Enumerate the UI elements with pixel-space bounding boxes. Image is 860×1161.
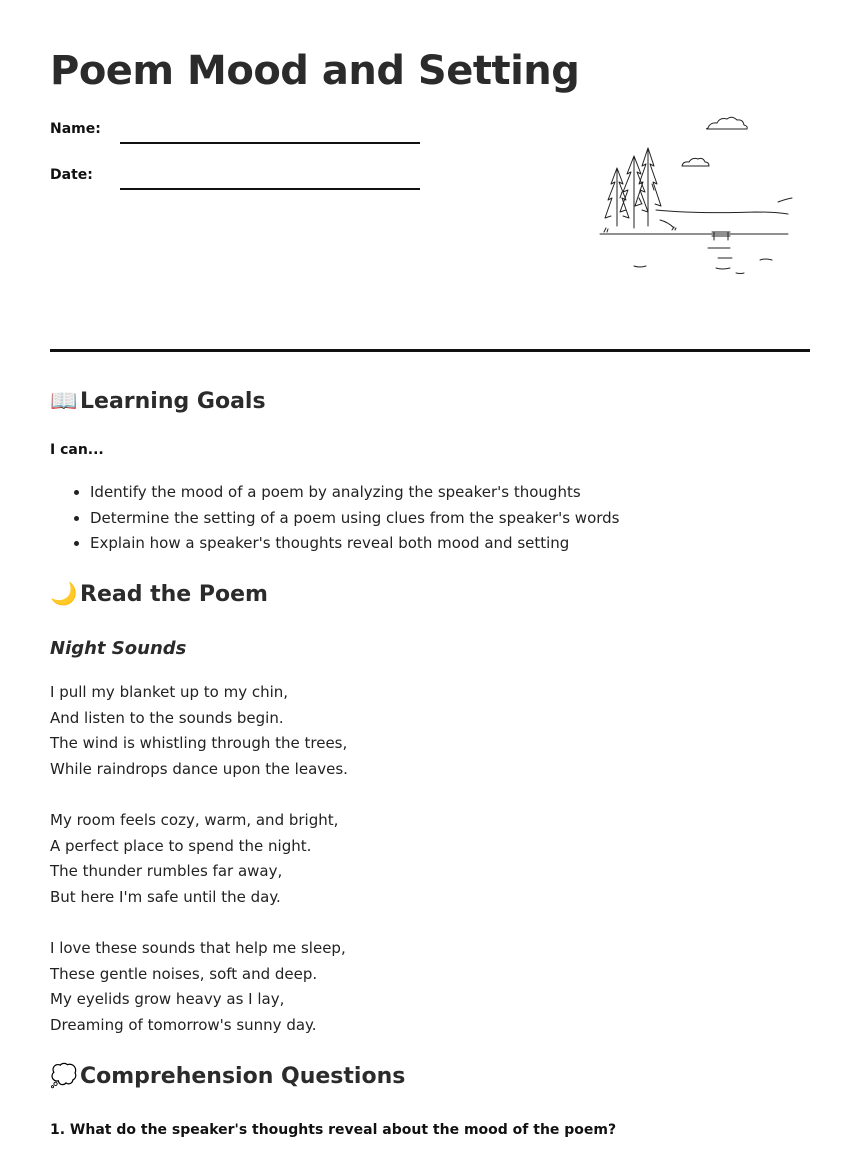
name-blank-line (120, 142, 420, 144)
comprehension-questions-heading: 💭 Comprehension Questions (50, 1064, 406, 1089)
name-field (50, 117, 420, 145)
read-poem-heading: 🌙 Read the Poem (50, 582, 268, 607)
list-item: • Determine the setting of a poem using clues from the speaker's words (90, 506, 620, 532)
poem-line: My room feels cozy, warm, and bright, (50, 811, 339, 829)
poem-stanza-3 (50, 936, 346, 1038)
poem-stanza-2 (50, 808, 338, 910)
date-field (50, 163, 420, 191)
question-1: 1. What do the speaker's thoughts reveal about the mood of the poem? (50, 1122, 617, 1138)
poem-line: But here I'm safe until the day. (50, 887, 281, 906)
poem-line: A perfect place to spend the night. (50, 836, 312, 855)
date-label: Date: (50, 167, 93, 183)
poem-line: These gentle noises, soft and deep. (50, 964, 318, 983)
poem-stanza-1 (50, 680, 348, 782)
poem-title: Night Sounds (50, 638, 187, 659)
header-divider (50, 349, 810, 352)
poem-line: I love these sounds that help me sleep, (50, 939, 346, 957)
lake-landscape-illustration (548, 108, 798, 283)
thought-bubble-icon: 💭 (50, 1064, 78, 1089)
date-blank-line (120, 188, 420, 190)
name-label: Name: (50, 121, 101, 137)
poem-line: My eyelids grow heavy as I lay, (50, 990, 285, 1009)
poem-line: And listen to the sounds begin. (50, 708, 284, 727)
poem-line: I pull my blanket up to my chin, (50, 683, 289, 701)
poem-line: While raindrops dance upon the leaves. (50, 759, 348, 778)
poem-line: Dreaming of tomorrow's sunny day. (50, 1015, 317, 1034)
learning-goals-heading: 📖 Learning Goals (50, 389, 266, 414)
learning-goals-list (50, 480, 620, 557)
open-book-icon: 📖 (50, 389, 78, 414)
poem-line: The wind is whistling through the trees, (50, 734, 348, 753)
crescent-moon-icon: 🌙 (50, 582, 78, 607)
list-item: • Explain how a speaker's thoughts reveal both mood and setting (90, 531, 620, 557)
learning-goals-intro: I can... (50, 442, 104, 458)
page-title: Poem Mood and Setting (50, 48, 580, 94)
poem-line: The thunder rumbles far away, (50, 862, 283, 881)
list-item: • Identify the mood of a poem by analyzing the speaker's thoughts (90, 480, 620, 506)
